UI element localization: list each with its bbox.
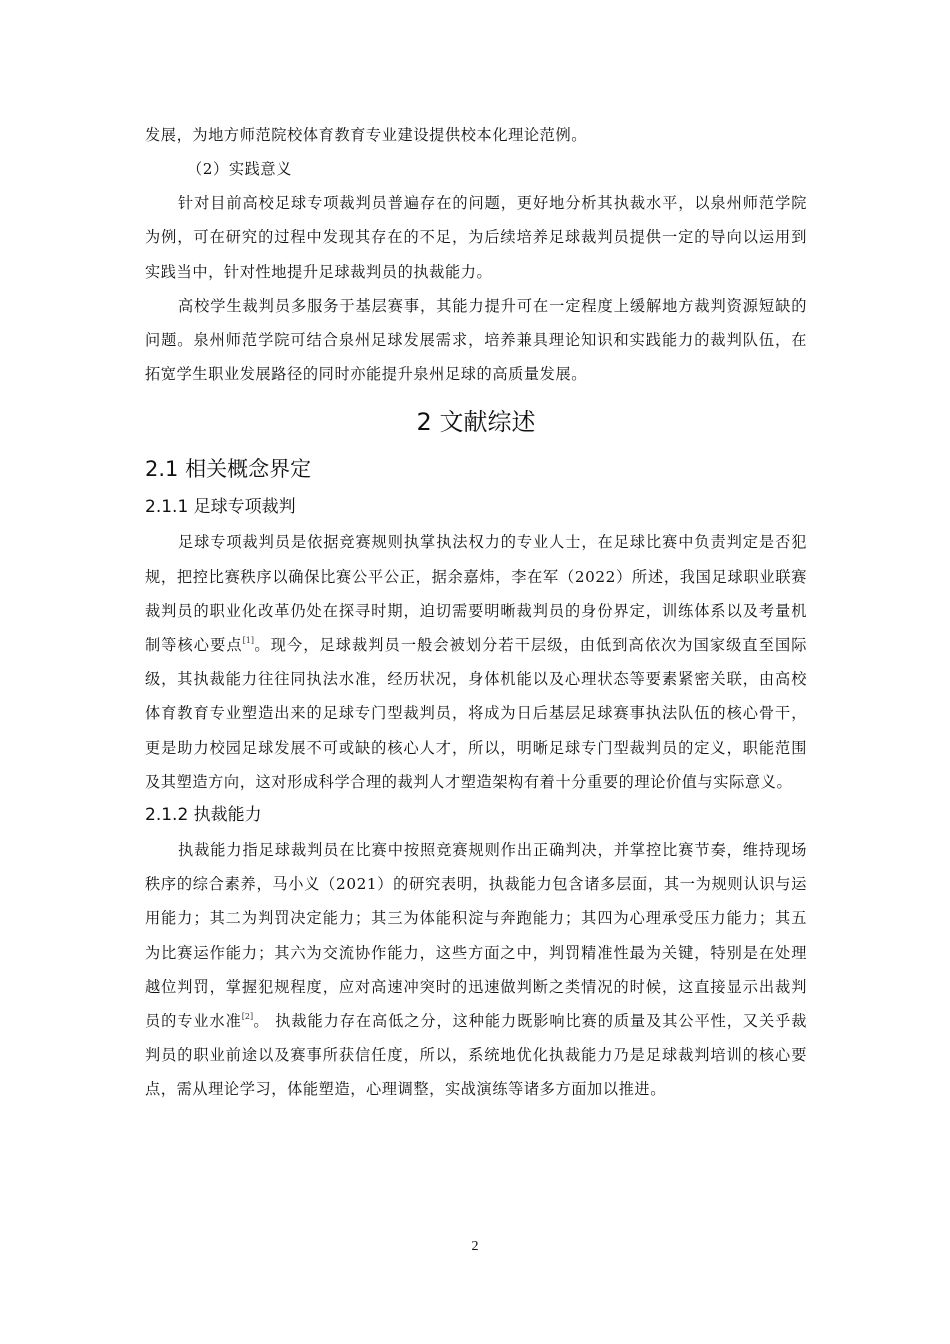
paragraph-text: 执裁能力指足球裁判员在比赛中按照竞赛规则作出正确判决，并掌控比赛节奏，维持现场秩序的综合素养，马小义（2021）的研究表明，执裁能力包含诸多层面，其一为规则认识与运用能力；其二为判罚决定能力；其三为体能积淀与奔跑能力；其四为心理承受压力能力；其五为比赛运作能力；其六为交流协作能力，这些方面之中，判罚精准性最为关键，特别是在处理越位判罚，掌握犯规程度，应对高速冲突时的迅速做判断之类情况的时候，这直接显示出裁判员的专业水准 <box>145 841 807 1031</box>
section-2-1-1-title: 2.1.1 足球专项裁判 <box>145 497 296 518</box>
paragraph-referee-definition <box>145 525 807 799</box>
paragraph-intro: 发展，为地方师范院校体育教育专业建设提供校本化理论范例。 <box>145 126 588 144</box>
paragraph-text: 。现今，足球裁判员一般会被划分若干层级，由低到高依次为国家级直至国际级，其执裁能力往往同执法水准，经历状况，身体机能以及心理状态等要素紧密关联，由高校体育教育专业塑造出来的足球专门型裁判员，将成为日后基层足球赛事执法队伍的核心骨干，更是助力校园足球发展不可或缺的核心人才，所以，明晰足球专门型裁判员的定义，职能范围及其塑造方向，这对形成科学合理的裁判人才塑造架构有着十分重要的理论价值与实际意义。 <box>145 636 807 791</box>
page-number: 2 <box>471 1239 479 1254</box>
page-content <box>145 118 807 1107</box>
practical-significance-heading: （2）实践意义 <box>187 160 292 179</box>
paragraph-officiating-ability <box>145 833 807 1107</box>
citation-2: [2] <box>241 1012 254 1022</box>
paragraph-practical-1: 针对目前高校足球专项裁判员普遍存在的问题，更好地分析其执裁水平，以泉州师范学院为例，可在研究的过程中发现其存在的不足，为后续培养足球裁判员提供一定的导向以运用到实践当中，针对性地提升足球裁判员的执裁能力。 <box>145 194 807 281</box>
paragraph-text: 。 执裁能力存在高低之分，这种能力既影响比赛的质量及其公平性，又关乎裁判员的职业前途以及赛事所获信任度，所以，系统地优化执裁能力乃是足球裁判培训的核心要点，需从理论学习，体能塑造，心理调整，实战演练等诸多方面加以推进。 <box>145 1012 807 1099</box>
citation-1: [1] <box>242 636 254 646</box>
paragraph-practical-2: 高校学生裁判员多服务于基层赛事，其能力提升可在一定程度上缓解地方裁判资源短缺的问题。泉州师范学院可结合泉州足球发展需求，培养兼具理论知识和实践能力的裁判队伍，在拓宽学生职业发展路径的同时亦能提升泉州足球的高质量发展。 <box>145 296 807 384</box>
section-2-1-2-title: 2.1.2 执裁能力 <box>145 805 262 826</box>
paragraph-text: 足球专项裁判员是依据竞赛规则执掌执法权力的专业人士，在足球比赛中负责判定是否犯规，把控比赛秩序以确保比赛公平公正，据余嘉炜，李在军（2022）所述，我国足球职业联赛裁判员的职业化改革仍处在探寻时期，迫切需要明晰裁判员的身份界定，训练体系以及考量机制等核心要点 <box>145 533 807 655</box>
chapter-title: 2 文献综述 <box>416 408 536 437</box>
section-2-1-title: 2.1 相关概念界定 <box>145 457 312 482</box>
